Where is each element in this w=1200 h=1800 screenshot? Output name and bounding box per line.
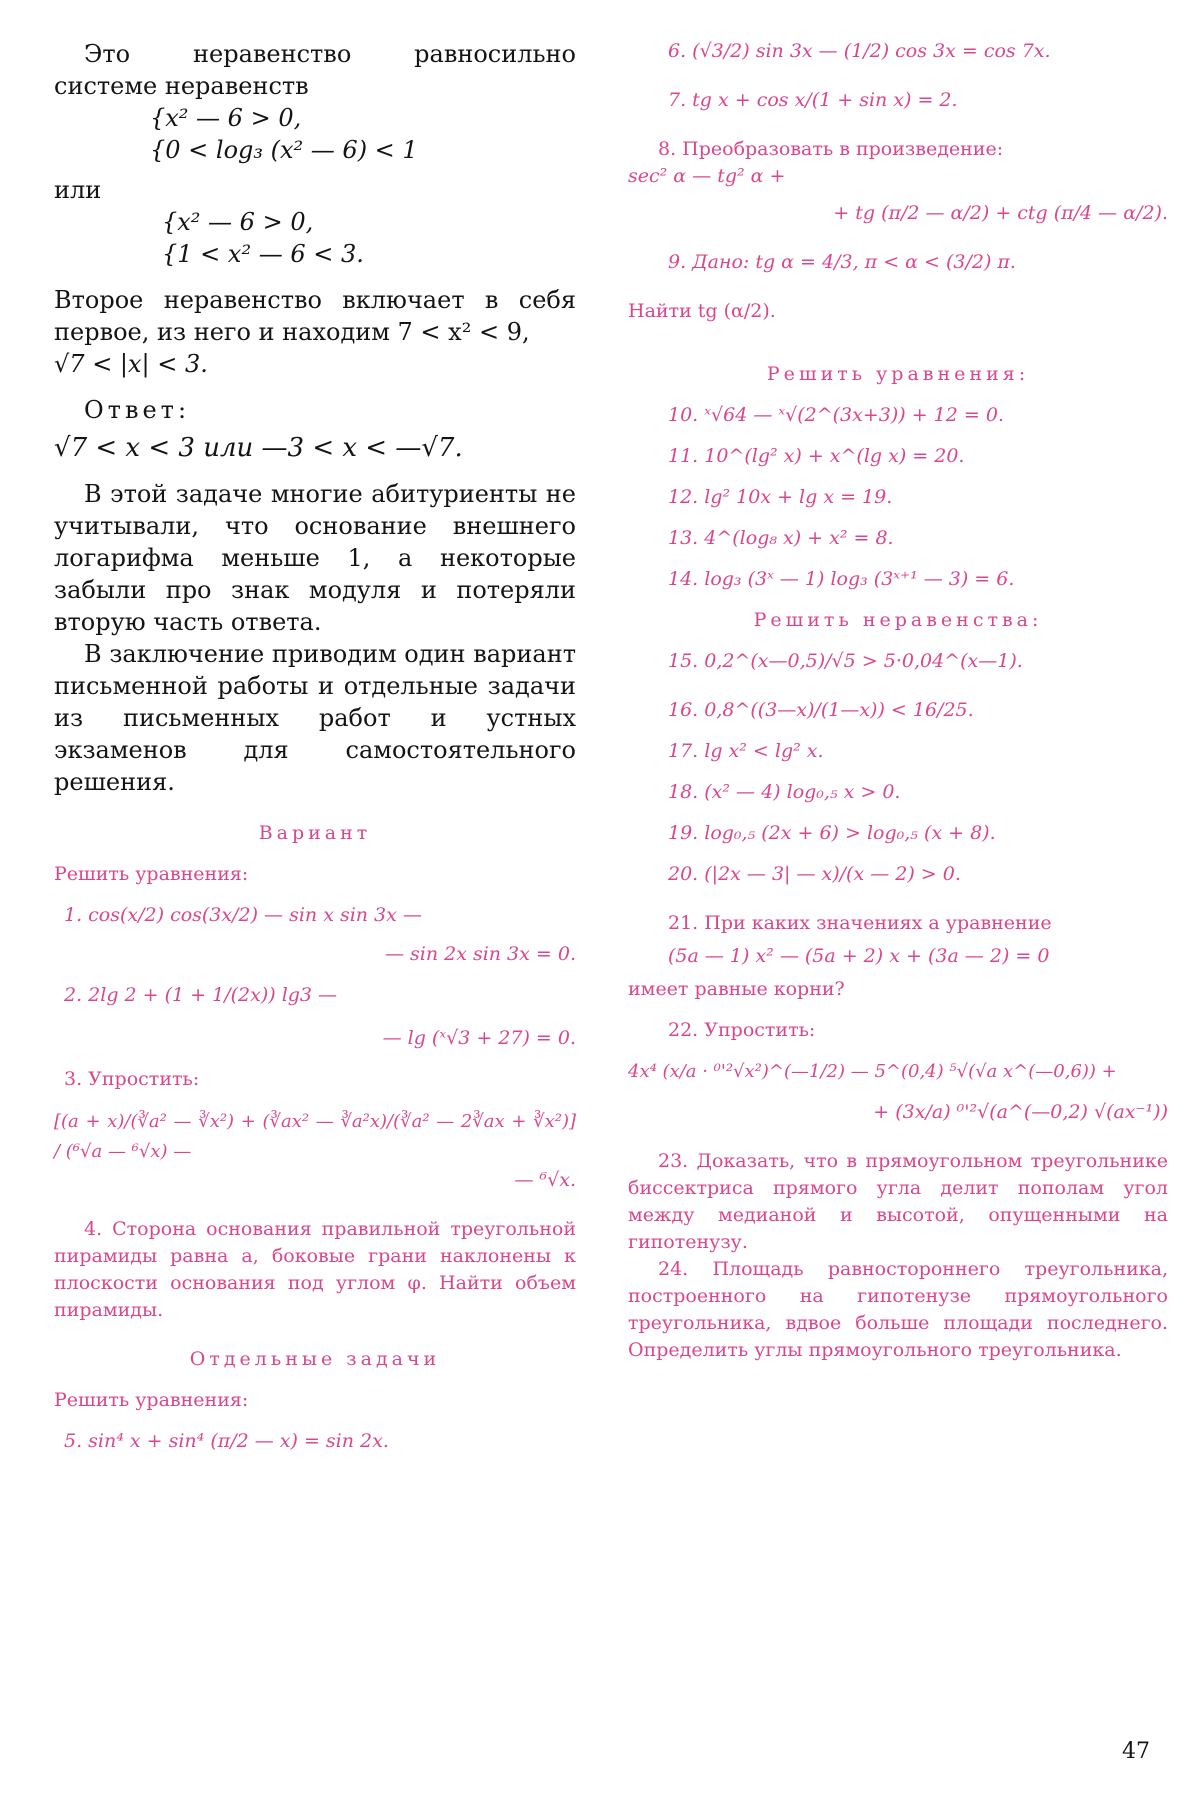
system-2-line-1: {x² — 6 > 0, <box>162 208 314 236</box>
solve-equations-heading: Решить уравнения: <box>54 863 249 885</box>
solve-inequalities-heading: Решить неравенства: <box>753 609 1043 631</box>
task-7: 7. tg x + cos x/(1 + sin x) = 2. <box>668 89 958 111</box>
system-1-line-2: {0 < log₃ (x² — 6) < 1 <box>150 136 418 164</box>
task-19: 19. log₀,₅ (2x + 6) > log₀,₅ (x + 8). <box>668 822 996 844</box>
task-20: 20. (|2x — 3| — x)/(x — 2) > 0. <box>668 863 961 885</box>
word-or: или <box>54 176 102 204</box>
system-1-line-1: {x² — 6 > 0, <box>150 104 302 132</box>
task-18: 18. (x² — 4) log₀,₅ x > 0. <box>668 781 901 803</box>
task-12: 12. lg² 10x + lg x = 19. <box>668 486 893 508</box>
task-1-line-1: 1. cos(x/2) cos(3x/2) — sin x sin 3x — <box>64 904 422 926</box>
task-14: 14. log₃ (3ˣ — 1) log₃ (3ˣ⁺¹ — 3) = 6. <box>668 568 1015 590</box>
task-3-heading: 3. Упростить: <box>64 1068 200 1090</box>
task-13: 13. 4^(log₈ x) + x² = 8. <box>668 527 894 549</box>
solve-equations-heading-2: Решить уравнения: <box>54 1389 249 1411</box>
separate-tasks-heading: Отдельные задачи <box>189 1348 441 1370</box>
task-8-heading: 8. Преобразовать в произведение: <box>658 138 1004 160</box>
answer-label: Ответ: <box>84 396 191 424</box>
task-1-line-2: — sin 2x sin 3x = 0. <box>384 943 576 965</box>
inequality-system-2 <box>162 206 576 270</box>
task-6: 6. (√3/2) sin 3x — (1/2) cos 3x = cos 7x. <box>668 40 1051 62</box>
task-21-line-3: имеет равные корни? <box>628 978 845 1000</box>
task-17: 17. lg x² < lg² x. <box>668 740 824 762</box>
task-21-line-2: (5a — 1) x² — (5a + 2) x + (3a — 2) = 0 <box>668 945 1050 967</box>
system-2-line-2: {1 < x² — 6 < 3. <box>162 240 364 268</box>
solve-equations-heading-3: Решить уравнения: <box>766 363 1030 385</box>
paragraph-common-mistakes: В этой задаче многие абитуриенты не учитывали, что основание внешнего логарифма меньше 1, а некоторые забыли про знак модуля и потеряли вторую часть ответа. <box>54 480 576 636</box>
task-22-line-1: 4x⁴ (x/a · ⁰'²√x²)^(—1/2) — 5^(0,4) ⁵√(√a x^(—0,6)) + <box>628 1061 1117 1082</box>
paragraph-second-inequality: Второе неравенство включает в себя первое, из него и находим 7 < x² < 9, <box>54 286 576 346</box>
task-9: 9. Дано: tg α = 4/3, π < α < (3/2) π. <box>668 251 1016 273</box>
task-3-expression: [(a + x)/(∛a² — ∛x²) + (∛ax² — ∛a²x)/(∛a² — 2∛ax + ∛x²)] / (⁶√a — ⁶√x) — <box>54 1111 576 1162</box>
task-9-find: Найти tg (α/2). <box>628 300 776 322</box>
task-16: 16. 0,8^((3—x)/(1—x)) < 16/25. <box>668 699 974 721</box>
task-5: 5. sin⁴ x + sin⁴ (π/2 — x) = sin 2x. <box>64 1430 389 1452</box>
task-4-pyramid: 4. Сторона основания правильной треугольной пирамиды равна a, боковые грани наклонены к плоскости основания под углом φ. Найти объем пирамиды. <box>54 1218 576 1321</box>
task-8-line-2: + tg (π/2 — α/2) + ctg (π/4 — α/2). <box>833 202 1168 224</box>
task-15: 15. 0,2^(x—0,5)/√5 > 5·0,04^(x—1). <box>668 650 1023 672</box>
task-10: 10. ˣ√64 — ˣ√(2^(3x+3)) + 12 = 0. <box>668 404 1004 426</box>
task-3-tail: — ⁶√x. <box>514 1169 576 1191</box>
task-21-line-1: 21. При каких значениях a уравнение <box>668 912 1052 934</box>
inequality-system-1 <box>150 102 576 166</box>
modulus-inequality: √7 < |x| < 3. <box>54 350 208 378</box>
task-23-triangle: 23. Доказать, что в прямоугольном треугольнике биссектриса прямого угла делит пополам угол между медианой и высотой, опущенными на гипотенузу. <box>628 1150 1168 1253</box>
task-22-heading: 22. Упростить: <box>668 1019 816 1041</box>
task-24-triangle: 24. Площадь равностороннего треугольника, построенного на гипотенузе прямоугольного треугольника, вдвое больше площади последнего. Определить углы прямоугольного треугольника. <box>628 1258 1168 1361</box>
task-2-line-1: 2. 2lg 2 + (1 + 1/(2x)) lg3 — <box>64 984 338 1006</box>
answer-formula: √7 < x < 3 или —3 < x < —√7. <box>54 433 463 463</box>
variant-heading: Вариант <box>258 822 372 844</box>
task-22-line-2: + (3x/a) ⁰'²√(a^(—0,2) √(ax⁻¹)) <box>873 1101 1168 1123</box>
task-8-line-1: sec² α — tg² α + <box>628 165 786 187</box>
paragraph-conclusion: В заключение приводим один вариант письменной работы и отдельные задачи из письменных работ и устных экзаменов для самостоятельного решения. <box>54 640 576 796</box>
page-number: 47 <box>1122 1739 1150 1764</box>
right-column <box>628 38 1168 1364</box>
paragraph-system-intro: Это неравенство равносильно системе неравенств <box>54 40 576 100</box>
task-11: 11. 10^(lg² x) + x^(lg x) = 20. <box>668 445 965 467</box>
left-column <box>54 38 576 1455</box>
task-2-line-2: — lg (ˣ√3 + 27) = 0. <box>382 1027 576 1049</box>
